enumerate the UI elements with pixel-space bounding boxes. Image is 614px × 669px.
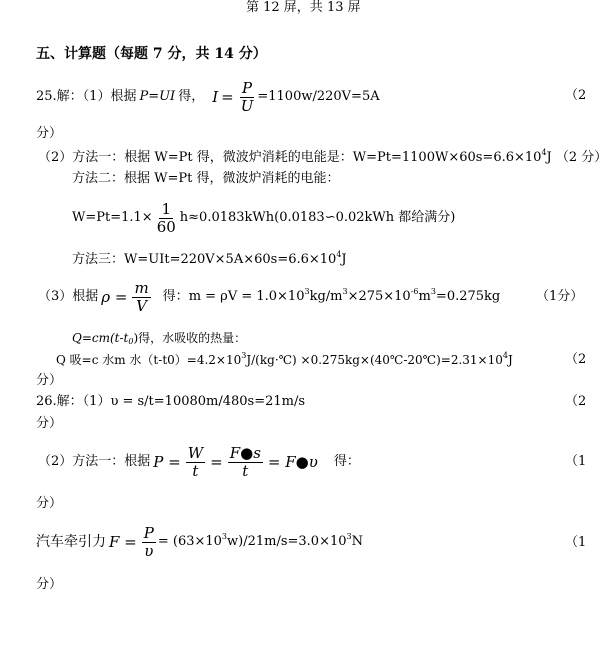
q25-part3-V: V — [136, 296, 147, 315]
q25-U: U — [240, 96, 254, 115]
q25-q-line-c: J — [507, 353, 513, 367]
q25-result: =1100w/220V=5A — [257, 89, 380, 104]
q25-fraction — [239, 80, 256, 115]
q26-Fs: F●s — [229, 443, 261, 462]
q25-method3 — [72, 252, 347, 268]
q25-q-line — [56, 352, 513, 368]
q26-force-e1: 3 — [221, 532, 228, 541]
q25-q-e1: 3 — [241, 351, 247, 360]
q26-force-calc-a: = (63×10 — [157, 534, 222, 549]
q25-q-close: 分） — [36, 373, 63, 388]
q25-de: 得， — [178, 89, 205, 104]
q25-formula: P=UI — [139, 89, 176, 104]
q25-q-score: （2 — [565, 352, 587, 367]
q26-score3: （1 — [565, 535, 587, 550]
q25-part3-e4: 3 — [430, 287, 436, 296]
q25-method1 — [38, 150, 607, 166]
q26-fP: P — [143, 523, 154, 542]
q25-P: P — [242, 78, 253, 97]
q25-part3-fraction — [132, 280, 150, 315]
q25-q-line-b: J/(kg·℃) ×0.275kg×(40℃-20℃)=2.31×10 — [246, 353, 503, 367]
q25-part3-e3: -6 — [410, 287, 419, 296]
q25-part3-score: （1分） — [536, 289, 584, 304]
q25-method2-num: 1 — [161, 199, 171, 218]
q26-part1: 26.解：（1）υ = s/t=10080m/480s=21m/s — [36, 394, 306, 409]
q26-rhs: = F●υ — [267, 453, 318, 471]
q25-method2: 方法二：根据 W=Pt 得，微波炉消耗的电能： — [72, 171, 340, 186]
q25-part3-calc-e: =0.275kg — [435, 289, 501, 304]
q26-de: 得： — [333, 454, 360, 469]
q25-heat-sub: 0 — [128, 337, 134, 346]
q26-fraction-Fs-t — [228, 445, 263, 480]
q26-fraction-P-v — [142, 525, 156, 560]
q26-fraction-W-t — [186, 445, 205, 480]
q25-method2-b: h≈0.0183kWh(0.0183∽0.02kWh 都给满分) — [179, 210, 456, 225]
q25-part3-calc — [189, 289, 501, 305]
q26-F: F = — [109, 533, 137, 551]
q25-method1-exp: 4 — [541, 148, 547, 157]
q25-q-e2: 4 — [502, 351, 508, 360]
q25-part3-m: m — [134, 278, 149, 297]
page-header: 第 12 屏，共 13 屏 — [246, 0, 361, 15]
q25-q-line-a: Q 吸=c 水m 水（t-t0）=4.2×10 — [56, 353, 242, 367]
q25-heat — [72, 330, 246, 346]
q26-force-calc-b: w)/21m/s=3.0×10 — [227, 534, 347, 549]
q26-W: W — [187, 443, 204, 462]
q25-part3-e2: 3 — [342, 287, 348, 296]
q25-lead: 25.解：（1）根据 — [36, 89, 137, 104]
q26-t2: t — [242, 461, 249, 480]
q26-score2: （1 — [565, 454, 587, 469]
q26-P: P = — [153, 453, 181, 471]
q26-t: t — [192, 461, 199, 480]
q26-force-calc-c: N — [351, 534, 363, 549]
q26-force-calc — [158, 534, 363, 550]
q26-close1: 分） — [36, 416, 63, 431]
q25-eq: = — [221, 88, 234, 106]
q25-method3-tail: J — [341, 252, 347, 267]
q26-close2: 分） — [36, 496, 63, 511]
q25-score-open: （2 — [565, 88, 587, 103]
q26-force-e2: 3 — [346, 532, 352, 541]
q25-part3-calc-b: kg/m — [309, 289, 343, 304]
q25-method1-text: （2）方法一：根据 W=Pt 得，微波炉消耗的电能是：W=Pt=1100W×60s=6.6×10 — [38, 150, 542, 165]
q25-method1-tail: J （2 分） — [546, 150, 608, 165]
q26-force — [36, 520, 363, 564]
q26-force-lead: 汽车牵引力 — [36, 534, 106, 550]
q26-score1: （2 — [565, 394, 587, 409]
section-title: 五、计算题（每题 7 分，共 14 分） — [36, 46, 267, 62]
q25-part3-e1: 3 — [304, 287, 310, 296]
q25-part3-calc-d: m — [418, 289, 431, 304]
q25-I: I — [212, 88, 219, 106]
q25-part3-de: 得： — [162, 289, 189, 304]
q25-part3-rho: ρ = — [101, 288, 128, 306]
q25-part3-calc-c: ×275×10 — [347, 289, 411, 304]
q25-method3-text: 方法三：W=UIt=220V×5A×60s=6.6×10 — [72, 252, 337, 267]
q25-part1 — [36, 77, 380, 117]
q25-heat-b: )得，水吸收的热量： — [133, 331, 247, 345]
q25-method2-a: W=Pt=1.1× — [72, 210, 153, 225]
q25-part3 — [38, 277, 500, 317]
q26-close3: 分） — [36, 577, 63, 592]
q26-fv: υ — [144, 541, 154, 560]
q26-eq: = — [210, 453, 223, 471]
q25-method2-fraction — [155, 201, 178, 236]
q26-part2 — [38, 440, 360, 484]
q25-part3-calc-a: m = ρV = 1.0×10 — [188, 289, 305, 304]
q25-method2-den: 60 — [156, 217, 176, 236]
q25-method2-calc — [72, 198, 455, 238]
q25-part3-lead: （3）根据 — [38, 289, 99, 304]
q25-method3-exp: 4 — [336, 250, 342, 259]
q26-part2-lead: （2）方法一：根据 — [38, 454, 151, 469]
q25-heat-a: Q=cm(t-t — [72, 331, 129, 345]
q25-score-close: 分） — [36, 126, 63, 141]
